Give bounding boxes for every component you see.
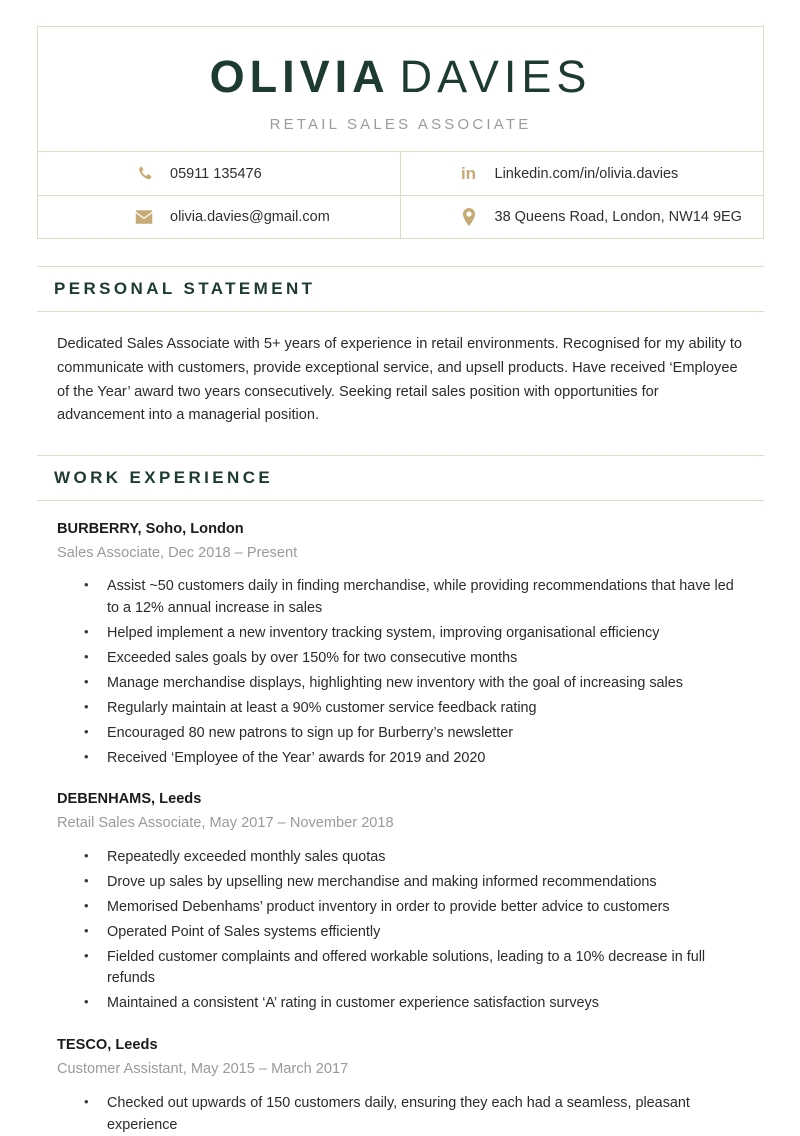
contact-linkedin-value: Linkedin.com/in/olivia.davies — [494, 165, 679, 182]
job-company: DEBENHAMS, Leeds — [57, 791, 202, 808]
phone-icon — [134, 164, 154, 184]
job-bullet: • Maintained a consistent ‘A’ rating in customer experience satisfaction surveys — [37, 993, 764, 1015]
section-work-experience — [37, 455, 764, 1136]
job-meta: Sales Associate, Dec 2018 – Present — [57, 544, 298, 561]
envelope-icon — [134, 207, 154, 227]
job-bullet: • Regularly maintain at least a 90% customer service feedback rating — [37, 698, 764, 720]
full-name — [48, 53, 753, 100]
contact-email[interactable] — [38, 195, 401, 238]
job-bullet: • Repeatedly exceeded monthly sales quotas — [37, 847, 764, 869]
job-bullet: • Received ‘Employee of the Year’ awards for 2019 and 2020 — [37, 748, 764, 770]
section-title-work-experience: WORK EXPERIENCE — [54, 467, 274, 487]
job-bullet: • Fielded customer complaints and offered workable solutions, leading to a 10% decrease in full refunds — [37, 947, 764, 991]
job-meta: Retail Sales Associate, May 2017 – November 2018 — [57, 815, 394, 832]
job-bullet: • Manage merchandise displays, highlighting new inventory with the goal of increasing sales — [37, 673, 764, 695]
contact-details — [37, 152, 764, 239]
linkedin-icon: in — [460, 164, 477, 184]
section-header-work-experience — [37, 455, 764, 501]
job-bullet: • Operated Point of Sales systems efficiently — [37, 922, 764, 944]
section-title-personal-statement: PERSONAL STATEMENT — [54, 279, 316, 299]
map-pin-icon — [459, 207, 479, 227]
job-meta: Customer Assistant, May 2015 – March 2017 — [57, 1061, 349, 1078]
contact-address[interactable] — [401, 195, 764, 238]
contact-address-value: 38 Queens Road, London, NW14 9EG — [494, 209, 742, 226]
job-bullet-list — [37, 1093, 764, 1136]
job-entry — [37, 519, 764, 770]
resume-header — [37, 26, 764, 152]
job-bullet: • Assist ~50 customers daily in finding merchandise, while providing recommendations that have led to a 12% annual increase in sales — [37, 576, 764, 620]
last-name: DAVIES — [399, 51, 592, 102]
section-header-personal-statement — [37, 266, 764, 312]
job-bullet: • Memorised Debenhams’ product inventory in order to provide better advice to customers — [37, 897, 764, 919]
section-personal-statement — [37, 266, 764, 428]
job-company: BURBERRY, Soho, London — [57, 520, 244, 537]
job-bullet: • Exceeded sales goals by over 150% for two consecutive months — [37, 648, 764, 670]
job-company: TESCO, Leeds — [57, 1037, 158, 1054]
job-list — [37, 501, 764, 1136]
contact-email-value: olivia.davies@gmail.com — [170, 209, 330, 226]
job-bullet-list — [37, 576, 764, 769]
contact-phone[interactable] — [38, 152, 401, 195]
personal-statement-body: Dedicated Sales Associate with 5+ years of experience in retail environments. Recognised for my ability to communicate with customers, provide exceptional service, and upsell products. Have received ‘Employee of the Year’ award two years consecutively. Seeking retail sales position with opportunities for advancement into a managerial position. — [57, 336, 743, 424]
job-bullet: • Checked out upwards of 150 customers daily, ensuring they each had a seamless, pleasant experience — [37, 1093, 764, 1136]
job-bullet: • Helped implement a new inventory tracking system, improving organisational efficiency — [37, 623, 764, 645]
contact-linkedin[interactable] — [401, 152, 764, 195]
job-bullet: • Encouraged 80 new patrons to sign up for Burberry’s newsletter — [37, 723, 764, 745]
header-job-title: RETAIL SALES ASSOCIATE — [269, 116, 532, 134]
job-bullet-list — [37, 847, 764, 1015]
job-entry — [37, 1035, 764, 1136]
job-bullet: • Drove up sales by upselling new merchandise and making informed recommendations — [37, 872, 764, 894]
contact-phone-value: 05911 135476 — [170, 165, 262, 182]
job-entry — [37, 789, 764, 1015]
first-name: OLIVIA — [209, 51, 390, 102]
